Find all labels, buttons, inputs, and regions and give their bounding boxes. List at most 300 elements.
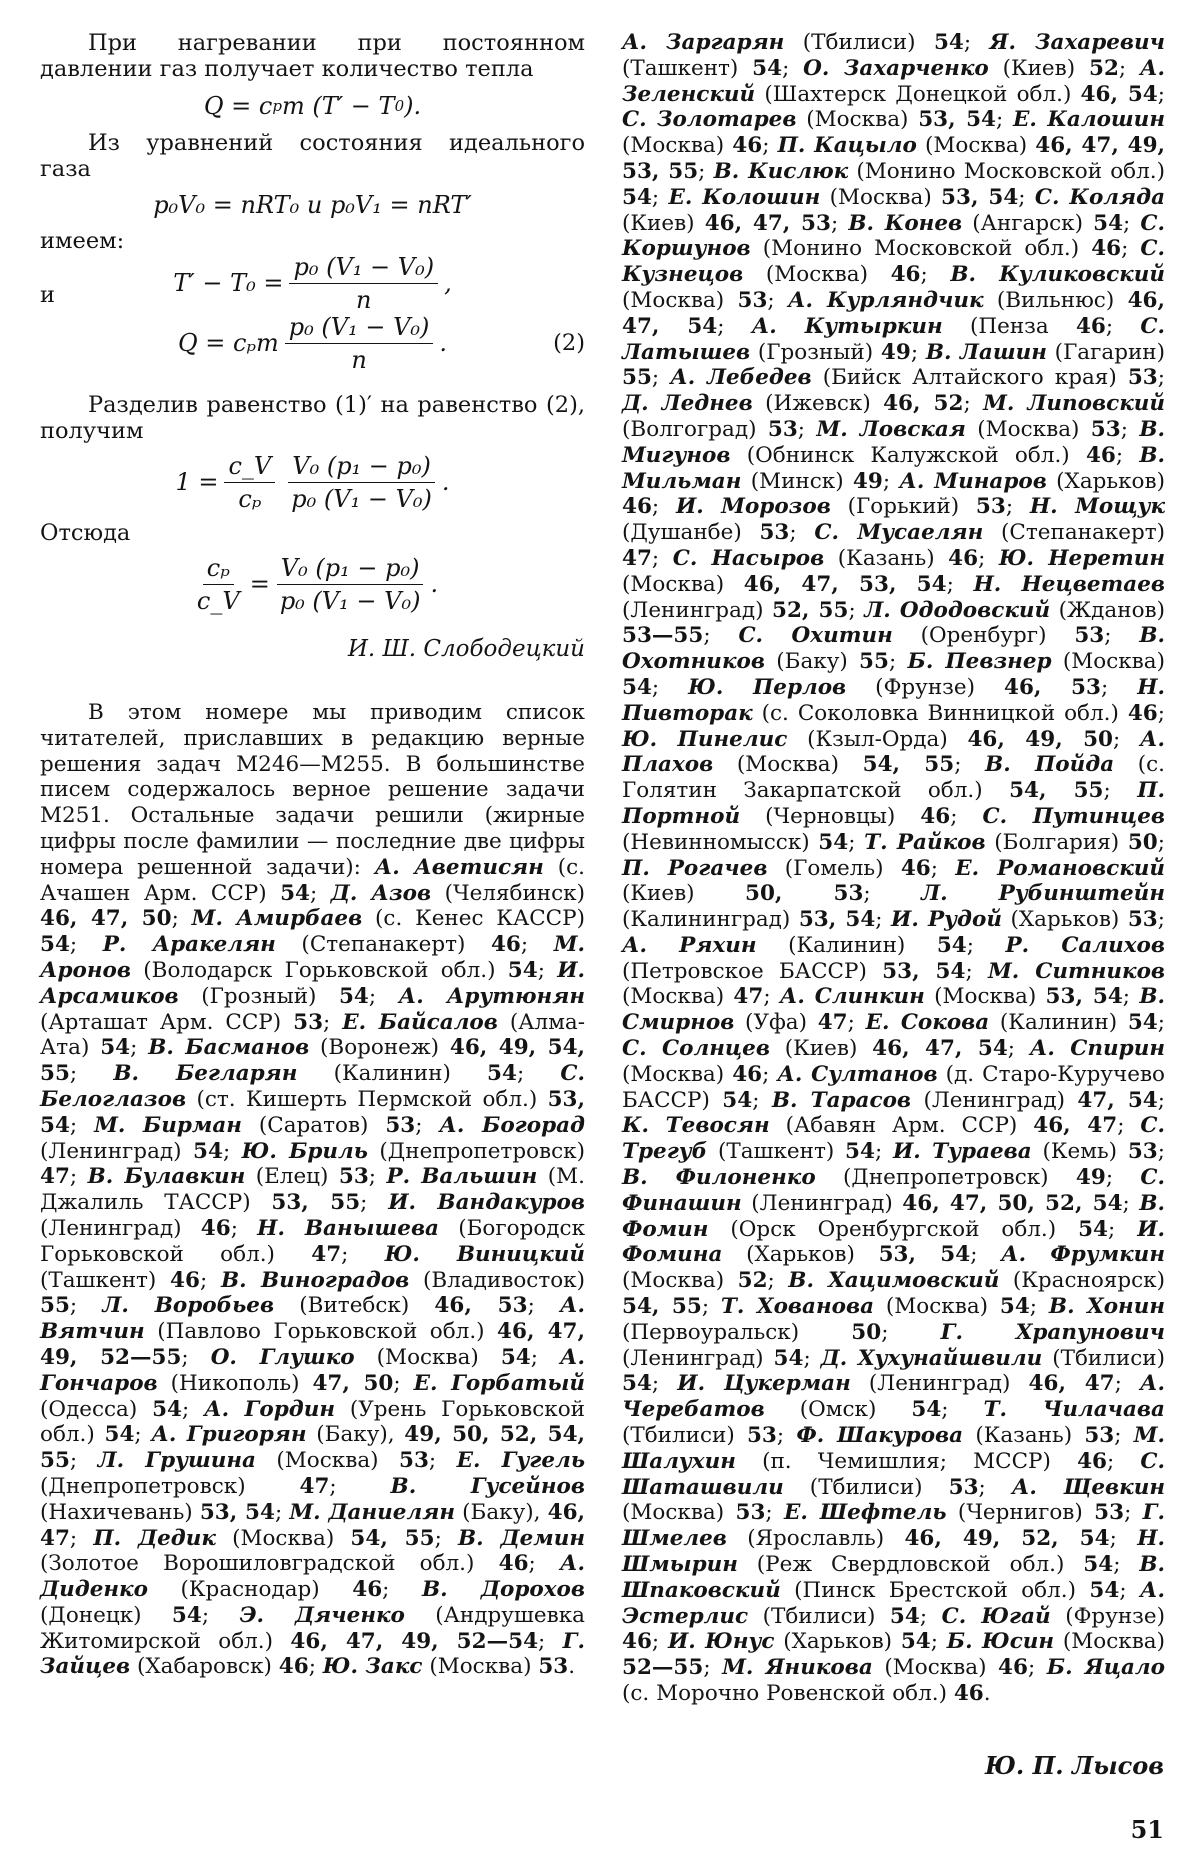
reader-city: (Алма-Ата)	[40, 1009, 586, 1061]
reader-city: (Тбилиси)	[622, 1423, 747, 1449]
reader-name: П. Портной	[622, 778, 1165, 829]
solved-problems: 53	[975, 494, 1006, 520]
reader-city: (Москва)	[1054, 1629, 1166, 1655]
reader-city: (Пинск Брестской обл.)	[780, 1577, 1090, 1603]
solved-problems: 54	[818, 829, 849, 855]
reader-city: (Бийск Алтайского края)	[811, 365, 1128, 391]
solved-problems: 53	[338, 1164, 369, 1190]
reader-name: А. Зеленский	[622, 55, 1165, 107]
solved-problems: 46, 52	[883, 391, 964, 417]
reader-city: (Пенза	[942, 313, 1076, 339]
solved-problems: 47	[622, 545, 652, 571]
reader-city: (Золотое Ворошиловградской обл.)	[40, 1551, 499, 1577]
solved-problems: 52, 55	[772, 597, 849, 623]
reader-city: (Москва)	[820, 184, 942, 210]
formula-heat: Q = c p m (T′ − T 0 ).	[203, 92, 422, 120]
reader-city: (Елец)	[245, 1164, 339, 1190]
fraction: $\frac{\text{cₚ}}{c\_V}$	[196, 553, 240, 615]
reader-city: (Вильнюс)	[983, 287, 1128, 313]
reader-city: (Ленинград)	[741, 1190, 903, 1216]
solved-problems: 53, 55	[271, 1190, 361, 1216]
solved-problems: 46, 53	[434, 1293, 528, 1319]
solved-problems: 46	[278, 1654, 309, 1680]
reader-city: (Тбилиси)	[784, 30, 934, 55]
reader-city: (с. Ачашен Арм. ССР)	[40, 854, 585, 906]
solved-problems: 54	[1089, 1577, 1120, 1603]
reader-name: Е. Калошин	[1013, 107, 1165, 133]
paragraph-divide: Разделив равенство (1)′ на равенство (2), получим	[40, 392, 585, 444]
reader-name: И. Рудой	[891, 907, 1002, 933]
reader-name: Е. Шефтель	[784, 1500, 947, 1526]
solved-problems: 54	[722, 1087, 753, 1113]
reader-name: А. Арутюнян	[398, 983, 586, 1009]
solved-problems: 46	[900, 855, 931, 881]
page-number: 51	[1130, 1815, 1164, 1844]
reader-city: (Володарск Горьковской обл.)	[131, 957, 508, 983]
reader-city: (М. Джалиль ТАССР)	[40, 1164, 586, 1216]
reader-city: (Москва)	[622, 133, 733, 159]
solved-problems: 52	[1088, 55, 1119, 81]
reader-name: Ю. Неретин	[998, 545, 1165, 571]
solved-problems: 46	[998, 1655, 1028, 1681]
solved-problems: 47	[817, 1010, 848, 1036]
solved-problems: 49	[880, 339, 911, 365]
reader-name: С. Мусаелян	[814, 520, 984, 546]
reader-name: А. Гончаров	[40, 1344, 586, 1396]
solved-problems: 46	[622, 1629, 652, 1655]
reader-city: (Харьков)	[1001, 907, 1128, 933]
reader-city: (Витебск)	[274, 1293, 435, 1319]
reader-name: В. Пойда	[985, 752, 1115, 778]
reader-name: Я. Захаревич	[989, 30, 1166, 55]
reader-name: М. Яникова	[722, 1655, 873, 1681]
reader-name: А. Султанов	[777, 1061, 938, 1087]
reader-name: Б. Певзнер	[907, 649, 1052, 675]
reader-name: В. Басманов	[148, 1035, 310, 1061]
solved-problems: 52—55	[622, 1655, 704, 1681]
reader-name: А. Слинкин	[779, 984, 925, 1010]
solved-problems: 53	[293, 1009, 324, 1035]
reader-city: (Москва)	[622, 287, 738, 313]
reader-city: (Кзыл-Орда)	[787, 726, 968, 752]
reader-city: (Урень Горьковской обл.)	[40, 1396, 585, 1448]
reader-city: (Ленинград)	[622, 1345, 774, 1371]
left-column	[40, 30, 585, 1680]
solved-problems: 46, 47	[1028, 1371, 1115, 1397]
solved-problems: 47, 50	[312, 1370, 394, 1396]
reader-name: А. Лебедев	[670, 365, 812, 391]
solved-problems: 54	[752, 55, 783, 81]
solved-problems: 53	[1127, 1139, 1158, 1165]
solved-problems: 46	[920, 803, 951, 829]
solved-problems: 54	[622, 1371, 652, 1397]
reader-name: В. Хацимовский	[788, 1268, 1000, 1294]
solved-problems: 55	[40, 1293, 70, 1319]
reader-name: Р. Вальшин	[386, 1164, 538, 1190]
reader-name: В. Виноградов	[220, 1267, 410, 1293]
formula-temp-diff: T′ − T₀ = $\frac{\text{p₀ (V₁ − V₀)}}{n}$ ,	[173, 252, 452, 314]
solved-problems: 49	[1075, 1165, 1106, 1191]
solved-problems: 46	[490, 932, 521, 958]
reader-name: В. Охотников	[622, 623, 1165, 675]
reader-city: (Красноярск)	[999, 1268, 1165, 1294]
solved-problems: 54	[171, 1602, 202, 1628]
solved-problems: 54	[1083, 1552, 1114, 1578]
reader-name: Л. Ододовский	[864, 597, 1051, 623]
formula-ratio: 1 = $\frac{c\_V}{\text{cₚ}}$ $\frac{\text{V₀ (p₁ − p₀)}}{\text{p₀ (V₁ − V₀)}}$ .	[175, 451, 450, 513]
solved-problems: 53	[948, 1474, 979, 1500]
reader-name: П. Дедик	[93, 1525, 216, 1551]
solved-problems: 53	[737, 287, 768, 313]
reader-name: И. Морозов	[675, 494, 831, 520]
reader-name: Н. Шмырин	[622, 1526, 1165, 1578]
reader-city: (ст. Кишерть Пермской обл.)	[186, 1086, 548, 1112]
solved-problems: 54	[338, 983, 369, 1009]
reader-name: И. Цукерман	[677, 1371, 851, 1397]
reader-city: (Ангарск)	[962, 210, 1094, 236]
reader-name: И. Тураева	[892, 1139, 1032, 1165]
solved-problems: 53, 54	[878, 1242, 971, 1268]
solved-problems: 53, 54	[199, 1499, 275, 1525]
reader-city: (Ташкент)	[40, 1267, 171, 1293]
fraction: $\frac{c\_V}{\text{cₚ}}$	[224, 452, 275, 513]
reader-city: (Донецк)	[40, 1602, 172, 1628]
solved-problems: 53	[1084, 1423, 1115, 1449]
reader-name: Д. Хухунайшвили	[820, 1345, 1043, 1371]
reader-name: С. Шаташвили	[622, 1448, 1165, 1500]
reader-name: А. Щевкин	[1011, 1474, 1166, 1500]
reader-name: Л. Грушина	[97, 1448, 256, 1474]
reader-name: С. Коляда	[1034, 184, 1166, 210]
solved-problems: 46, 47, 54	[872, 1036, 1008, 1062]
reader-city: (Москва)	[622, 984, 734, 1010]
solved-problems: 47, 54	[1077, 1087, 1158, 1113]
reader-city: (с. Кенес КАССР)	[362, 906, 585, 932]
reader-name: Е. Романовский	[955, 855, 1166, 881]
reader-city: (Горький)	[830, 494, 976, 520]
reader-name: Т. Чилачава	[983, 1397, 1165, 1423]
reader-city: (Днепропетровск)	[367, 1138, 586, 1164]
reader-city: (Москва)	[743, 262, 891, 288]
reader-city: (Владивосток)	[409, 1267, 585, 1293]
solved-problems: 53	[399, 1448, 429, 1474]
reader-name: С. Коршунов	[622, 210, 1166, 262]
solved-problems: 53	[538, 1654, 569, 1680]
reader-city: (Москва)	[622, 1268, 738, 1294]
solved-problems: 53, 54	[882, 958, 966, 984]
solved-problems: 53	[767, 416, 798, 442]
solved-problems: 47	[733, 984, 764, 1010]
solved-problems: 46	[1075, 313, 1106, 339]
reader-city: (Челябинск)	[431, 880, 586, 906]
reader-name: Э. Дяченко	[239, 1602, 405, 1628]
reader-city: (Харьков)	[774, 1629, 901, 1655]
reader-name: Н. Ванышева	[257, 1215, 439, 1241]
reader-name: Л. Рубинштейн	[921, 881, 1165, 907]
reader-city: (Казань)	[963, 1423, 1085, 1449]
reader-city: (Фрунзе)	[1050, 1603, 1166, 1629]
equation-number: (2)	[553, 330, 585, 356]
author-signature: И. Ш. Слободецкий	[347, 636, 585, 662]
solved-problems: 46	[1091, 236, 1122, 262]
reader-name: Г. Зайцев	[40, 1628, 585, 1680]
reader-city: (Монино Московской обл.)	[848, 158, 1165, 184]
reader-name: Д. Леднев	[622, 391, 753, 417]
reader-city: (Киев)	[622, 881, 745, 907]
reader-city: (Ташкент)	[622, 55, 753, 81]
solved-problems: 54	[193, 1138, 223, 1164]
reader-name: П. Кацыло	[777, 133, 917, 159]
solved-problems: 54, 55	[350, 1525, 435, 1551]
solved-problems: 53, 54	[941, 184, 1019, 210]
solved-problems: 53	[1127, 907, 1158, 933]
reader-city: (Реж Свердловской обл.)	[737, 1552, 1084, 1578]
reader-city: (Гагарин)	[1046, 339, 1166, 365]
solved-problems: 46	[622, 494, 652, 520]
reader-name: С. Насыров	[672, 545, 825, 571]
reader-city: (Москва)	[872, 1655, 999, 1681]
reader-name: А. Плахов	[622, 726, 1166, 778]
reader-city: (Москва)	[1051, 649, 1165, 675]
reader-city: (Тбилиси)	[783, 1474, 949, 1500]
solved-problems: 54	[999, 1294, 1030, 1320]
reader-city: (Москва)	[713, 752, 863, 778]
solved-problems: 53	[746, 1423, 777, 1449]
reader-name: П. Рогачев	[622, 855, 768, 881]
reader-name: В. Смирнов	[622, 984, 1165, 1036]
reader-city: (Москва)	[622, 571, 744, 597]
reader-name: В. Демин	[457, 1525, 586, 1551]
reader-name: В. Шпаковский	[622, 1552, 1166, 1603]
reader-name: М. Аронов	[40, 932, 586, 983]
solved-problems: 54	[911, 1397, 942, 1423]
reader-name: С. Путинцев	[982, 803, 1165, 829]
solved-problems: 53	[1127, 365, 1158, 391]
reader-city: (Тбилиси)	[748, 1603, 890, 1629]
reader-city: (Днепропетровск)	[40, 1473, 300, 1499]
reader-city: (Саратов)	[241, 1112, 386, 1138]
footer-signature: Ю. П. Лысов	[984, 1751, 1164, 1780]
reader-name: Ю. Пинелис	[622, 726, 788, 752]
reader-name: С. Югай	[941, 1603, 1051, 1629]
reader-city: (Казань)	[824, 545, 949, 571]
reader-city: (Калинин)	[297, 1061, 488, 1087]
reader-name: Т. Хованова	[720, 1294, 875, 1320]
reader-city: (Черновцы)	[740, 803, 921, 829]
readers-list-right: А. Заргарян (Тбилиси) 54; Я. Захаревич (Ташкент) 54; О. Захарченко (Киев) 52; А. Зеленский (Шахтерск Донецкой обл.) 46, 54; С. Золотарев (Москва) 53, 54; Е. Калошин (Москва) 46; П. Кацыло (Москва) 46, 47, 49, 53, 55; В. Кислюк (Монино Московской обл.) 54; Е. Колошин (Москва) 53, 54; С. Коляда (Киев) 46, 47, 53; В. Конев (Ангарск) 54; С. Коршунов (Монино Московской обл.) 46; С. Кузнецов (Москва) 46; В. Куликовский (Москва) 53; А. Курляндчик (Вильнюс) 46, 47, 54; А. Кутыркин (Пенза 46; С. Латышев (Грозный) 49; В. Лашин (Гагарин) 55; А. Лебедев (Бийск Алтайского края) 53; Д. Леднев (Ижевск) 46, 52; М. Липовский (Волгоград) 53; М. Ловская (Москва) 53; В. Мигунов (Обнинск Калужской обл.) 46; В. Мильман (Минск) 49; А. Минаров (Харьков) 46; И. Морозов (Горький) 53; Н. Мощук (Душанбе) 53; С. Мусаелян (Степанакерт) 47; С. Насыров (Казань) 46; Ю. Неретин (Москва) 46, 47, 53, 54; Н. Нецветаев (Ленинград) 52, 55; Л. Ододовский (Жданов) 53—55; С. Охитин (Оренбург) 53; В. Охотников (Баку) 55; Б. Певзнер (Москва) 54; Ю. Перлов (Фрунзе) 46, 53; Н. Пивторак (с. Соколовка Винницкой обл.) 46; Ю. Пинелис (Кзыл-Орда) 46, 49, 50; А. Плахов (Москва) 54, 55; В. Пойда (с. Голятин Закарпатской обл.) 54, 55; П. Портной (Черновцы) 46; С. Путинцев (Невинномысск) 54; Т. Райков (Болгария) 50; П. Рогачев (Гомель) 46; Е. Романовский (Киев) 50, 53; Л. Рубинштейн (Калининград) 53, 54; И. Рудой (Харьков) 53; А. Ряхин (Калинин) 54; Р. Салихов (Петровское БАССР) 53, 54; М. Ситников (Москва) 47; А. Слинкин (Москва) 53, 54; В. Смирнов (Уфа) 47; Е. Сокова (Калинин) 54; С. Солнцев (Киев) 46, 47, 54; А. Спирин (Москва) 46; А. Султанов (д. Старо-Куручево БАССР) 54; В. Тарасов (Ленинград) 47, 54; К. Тевосян (Абавян Арм. ССР) 46, 47; С. Трегуб (Ташкент) 54; И. Тураева (Кемь) 53; В. Филоненко (Днепропетровск) 49; С. Финашин (Ленинград) 46, 47, 50, 52, 54; В. Фомин (Орск Оренбургской обл.) 54; И. Фомина (Харьков) 53, 54; А. Фрумкин (Москва) 52; В. Хацимовский (Красноярск) 54, 55; Т. Хованова (Москва) 54; В. Хонин (Первоуральск) 50; Г. Храпунович (Ленинград) 54; Д. Хухунайшвили (Тбилиси) 54; И. Цукерман (Ленинград) 46, 47; А. Черебатов (Омск) 54; Т. Чилачава (Тбилиси) 53; Ф. Шакурова (Казань) 53; М. Шалухин (п. Чемишлия; МССР) 46; С. Шаташвили (Тбилиси) 53; А. Щевкин (Москва) 53; Е. Шефтель (Чернигов) 53; Г. Шмелев (Ярославль) 46, 49, 52, 54; Н. Шмырин (Реж Свердловской обл.) 54; В. Шпаковский (Пинск Брестской обл.) 54; А. Эстерлис (Тбилиси) 54; С. Югай (Фрунзе) 46; И. Юнус (Харьков) 54; Б. Юсин (Москва) 52—55; М. Яникова (Москва) 46; Б. Яцало (с. Морочно Ровенской обл.) 46.	[622, 30, 1166, 1706]
solved-problems: 47	[311, 1241, 342, 1267]
reader-city: (Омск)	[764, 1397, 912, 1423]
reader-city: (Киев)	[988, 55, 1089, 81]
solved-problems: 46	[1127, 700, 1158, 726]
reader-name: А. Вятчин	[40, 1293, 586, 1345]
reader-name: Е. Колошин	[668, 184, 821, 210]
solved-problems: 49	[852, 468, 883, 494]
reader-city: (Кемь)	[1031, 1139, 1128, 1165]
solved-problems: 54	[900, 1629, 931, 1655]
reader-city: (Москва)	[965, 416, 1091, 442]
solved-problems: 46	[890, 262, 921, 288]
solved-problems: 54	[933, 30, 964, 55]
reader-city: (Москва)	[215, 1525, 351, 1551]
solved-problems: 47	[40, 1164, 70, 1190]
fraction: $\frac{\text{p₀ (V₁ − V₀)}}{n}$	[289, 253, 438, 314]
solved-problems: 46, 47, 49, 52—55	[40, 1319, 585, 1370]
reader-name: Р. Салихов	[1005, 932, 1166, 958]
reader-name: М. Шалухин	[622, 1423, 1166, 1474]
reader-name: Е. Байсалов	[342, 1009, 498, 1035]
reader-city: (Харьков)	[722, 1242, 879, 1268]
reader-city: (Москва)	[622, 1500, 736, 1526]
reader-name: В. Хонин	[1048, 1294, 1166, 1320]
reader-name: А. Кутыркин	[751, 313, 943, 339]
reader-name: М. Амирбаев	[191, 906, 363, 932]
reader-city: (Харьков)	[1046, 468, 1165, 494]
reader-name: В. Лашин	[925, 339, 1047, 365]
solved-problems: 54, 55	[622, 1294, 702, 1320]
reader-city: (Баку)	[764, 649, 860, 675]
solved-problems: 49, 50, 52, 54, 55	[40, 1422, 586, 1474]
solved-problems: 54	[622, 184, 652, 210]
reader-city: (Ленинград)	[40, 1138, 194, 1164]
solved-problems: 54	[487, 1061, 517, 1087]
solved-problems: 46, 47, 49, 53, 55	[622, 133, 1166, 184]
reader-name: Ю. Закс	[322, 1654, 423, 1680]
solved-problems: 53, 54	[798, 907, 876, 933]
reader-city: (Шахтерск Донецкой обл.)	[755, 81, 1081, 107]
paragraph-heating: При нагревании при постоянном давлении газ получает количество тепла	[40, 30, 585, 82]
solved-problems: 53	[735, 1500, 766, 1526]
solved-problems: 50	[851, 1319, 882, 1345]
solved-problems: 46	[953, 1681, 984, 1706]
solved-problems: 54	[622, 674, 652, 700]
solved-problems: 53	[1090, 416, 1121, 442]
solved-problems: 46, 47, 54	[622, 287, 1165, 339]
solved-problems: 46	[732, 133, 763, 159]
reader-name: В. Бегларян	[113, 1061, 298, 1087]
solved-problems: 53, 54	[40, 1086, 585, 1138]
reader-name: В. Филоненко	[622, 1165, 816, 1191]
reader-city: (Абавян Арм. ССР)	[769, 1113, 1034, 1139]
solved-problems: 53, 54	[918, 107, 996, 133]
reader-name: Т. Райков	[864, 829, 986, 855]
reader-city: (Арташат Арм. ССР)	[40, 1009, 294, 1035]
reader-name: С. Кузнецов	[622, 236, 1166, 288]
reader-name: В. Мильман	[622, 442, 1165, 494]
solved-problems: 53	[759, 520, 790, 546]
reader-name: А. Аветисян	[374, 854, 544, 880]
paragraph-state-equations: Из уравнений состояния идеального газа	[40, 130, 585, 182]
reader-name: В. Дорохов	[422, 1577, 585, 1603]
solved-problems: 46, 47, 53, 54	[743, 571, 947, 597]
solved-problems: 47	[299, 1473, 330, 1499]
reader-name: А. Фрумкин	[1001, 1242, 1165, 1268]
reader-city: (Москва)	[924, 984, 1046, 1010]
solved-problems: 46	[200, 1215, 231, 1241]
solved-problems: 54	[1093, 210, 1124, 236]
reader-city: (Ленинград)	[622, 597, 772, 623]
solved-problems: 46, 49, 50	[967, 726, 1114, 752]
solved-problems: 55	[859, 649, 889, 675]
formula-q: Q = cₚm $\frac{\text{p₀ (V₁ − V₀)}}{n}$ . (2)	[177, 312, 585, 374]
solved-problems: 46	[352, 1577, 383, 1603]
solved-problems: 54	[845, 1139, 875, 1165]
reader-name: Е. Гугель	[456, 1448, 585, 1474]
reader-city: (Обнинск Калужской обл.)	[730, 442, 1086, 468]
reader-city: (Петровское БАССР)	[622, 958, 883, 984]
reader-city: (Степанакерт)	[275, 932, 491, 958]
reader-city: (Болгария)	[985, 829, 1128, 855]
paragraph-and: и	[40, 282, 55, 308]
reader-name: А. Диденко	[40, 1551, 586, 1603]
reader-city: (с. Голятин Закарпатской обл.)	[622, 752, 1165, 804]
reader-city: (Москва)	[622, 1061, 733, 1087]
reader-name: Д. Азов	[330, 880, 432, 906]
reader-name: А. Эстерлис	[622, 1577, 1165, 1629]
reader-name: Ю. Перлов	[688, 674, 847, 700]
reader-name: Р. Аракелян	[102, 932, 276, 958]
reader-city: (Калинин)	[989, 1010, 1128, 1036]
reader-name: А. Гордин	[204, 1396, 336, 1422]
reader-name: А. Заргарян	[622, 30, 785, 55]
reader-city: (Тбилиси)	[1042, 1345, 1165, 1371]
reader-name: О. Захарченко	[803, 55, 989, 81]
reader-city: (Минск)	[741, 468, 853, 494]
reader-name: М. Ловская	[816, 416, 966, 442]
reader-name: Ф. Шакурова	[796, 1423, 964, 1449]
solved-problems: 53	[1074, 623, 1105, 649]
reader-city: (Чернигов)	[946, 1500, 1095, 1526]
reader-city: (Ленинград)	[911, 1087, 1078, 1113]
reader-name: А. Курляндчик	[788, 287, 984, 313]
reader-city: (Одесса)	[40, 1396, 153, 1422]
reader-city: (Ярославль)	[726, 1526, 905, 1552]
reader-name: Б. Яцало	[1046, 1655, 1165, 1681]
reader-name: И. Юнус	[667, 1629, 775, 1655]
reader-city: (Калининград)	[622, 907, 799, 933]
reader-city: (Москва)	[354, 1344, 501, 1370]
reader-name: В. Фомин	[622, 1190, 1165, 1242]
solved-problems: 54	[500, 1344, 531, 1370]
reader-name: В. Куликовский	[950, 262, 1165, 288]
reader-city: (с. Соколовка Винницкой обл.)	[752, 700, 1128, 726]
reader-name: Е. Горбатый	[413, 1370, 586, 1396]
solved-problems: 46	[498, 1551, 529, 1577]
reader-name: И. Арсамиков	[40, 957, 586, 1009]
reader-name: М. Липовский	[983, 391, 1166, 417]
reader-name: Л. Воробьев	[102, 1293, 275, 1319]
solved-problems: 46, 49, 52, 54	[904, 1526, 1110, 1552]
solved-problems: 50	[1127, 829, 1158, 855]
solved-problems: 54	[936, 932, 967, 958]
reader-name: А. Черебатов	[622, 1371, 1165, 1423]
reader-name: В. Гусейнов	[390, 1473, 585, 1499]
reader-name: А. Минаров	[899, 468, 1047, 494]
reader-city: (Воронеж)	[309, 1035, 450, 1061]
right-column	[622, 30, 1165, 1707]
reader-name: А. Богорад	[439, 1112, 586, 1138]
reader-city: (Москва)	[916, 133, 1036, 159]
reader-city: (Орск Оренбургской обл.)	[708, 1216, 1079, 1242]
reader-city: (Баку),	[455, 1499, 548, 1525]
reader-name: М. Ситников	[987, 958, 1166, 984]
reader-name: Г. Шмелев	[622, 1500, 1165, 1552]
reader-name: В. Булавкин	[87, 1164, 246, 1190]
solved-problems: 46, 47, 53	[704, 210, 831, 236]
reader-name: А. Григорян	[151, 1422, 307, 1448]
reader-name: В. Тарасов	[771, 1087, 912, 1113]
solved-problems: 54, 55	[1009, 778, 1104, 804]
